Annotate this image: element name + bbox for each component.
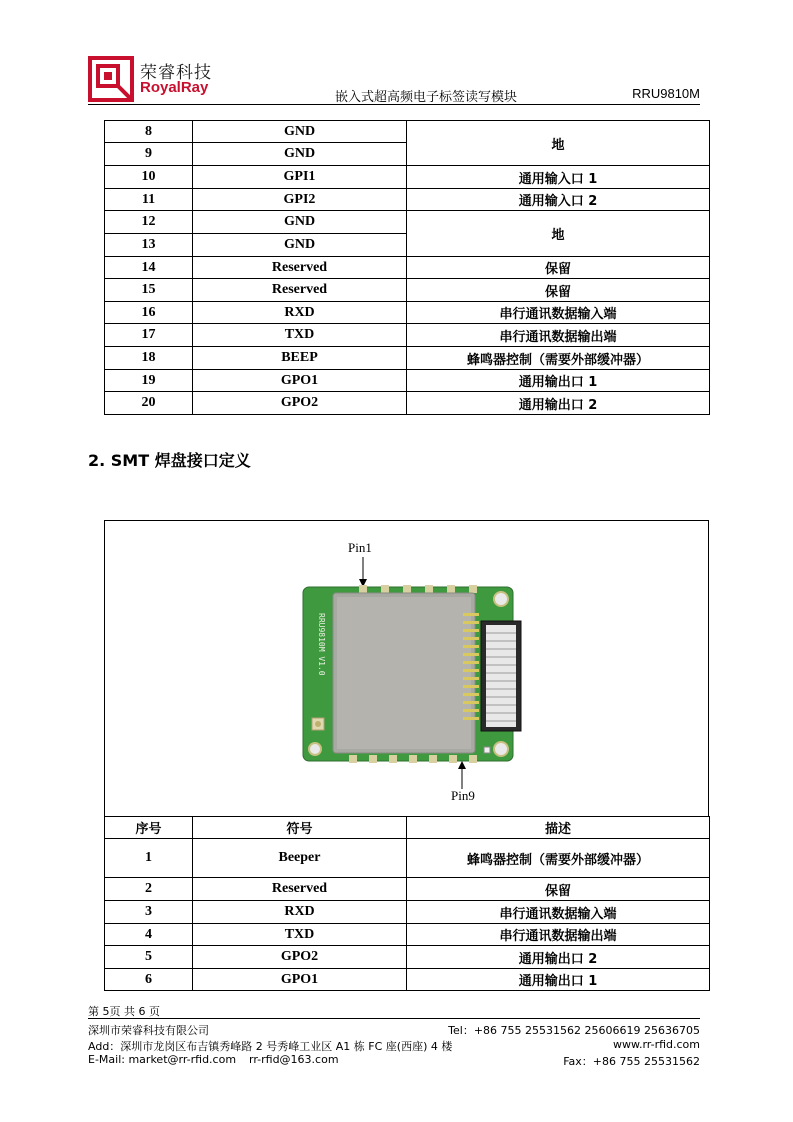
footer-email-link[interactable]: E-Mail: market@rr-rfid.com <box>88 1053 237 1066</box>
footer-address: Add：深圳市龙岗区布吉镇秀峰路 2 号秀峰工业区 A1 栋 FC 座(西座) 4 楼 <box>88 1040 453 1053</box>
pin-number: 1 <box>105 839 193 878</box>
pin-number: 9 <box>105 143 193 166</box>
pin-number: 13 <box>105 234 193 257</box>
smt-pin-table <box>104 816 710 991</box>
pin-symbol: GPI1 <box>193 166 407 189</box>
footer-website-link[interactable]: www.rr-rfid.com <box>612 1038 700 1051</box>
table-row <box>105 211 710 234</box>
pin-description: 通用输入口 2 <box>407 189 710 211</box>
pin-table-continued <box>104 120 710 415</box>
pin-number: 10 <box>105 166 193 189</box>
table-row <box>105 392 710 415</box>
pin-symbol: GND <box>193 121 407 143</box>
table-row <box>105 901 710 924</box>
table-row <box>105 279 710 302</box>
pin-number: 15 <box>105 279 193 302</box>
table-row <box>105 946 710 969</box>
footer-email2-link[interactable]: rr-rfid@163.com <box>249 1053 339 1066</box>
pin-number: 6 <box>105 969 193 991</box>
pin-description: 蜂鸣器控制（需要外部缓冲器） <box>407 347 710 370</box>
pin-description: 串行通讯数据输入端 <box>407 302 710 324</box>
pin-description: 通用输出口 1 <box>407 969 710 991</box>
pin-description: 通用输出口 2 <box>407 946 710 969</box>
pin-number: 18 <box>105 347 193 370</box>
table-row <box>105 370 710 392</box>
pin-symbol: GPO1 <box>193 370 407 392</box>
pin-symbol: TXD <box>193 924 407 946</box>
pin-symbol: BEEP <box>193 347 407 370</box>
pin-number: 8 <box>105 121 193 143</box>
table-row <box>105 302 710 324</box>
column-header-symbol: 符号 <box>193 817 407 839</box>
pcb-silkscreen: RRU9810M V1.0 <box>317 613 326 676</box>
table-row <box>105 324 710 347</box>
pin-description: 地 <box>407 121 710 166</box>
table-row <box>105 878 710 901</box>
header-rule <box>88 104 700 105</box>
pin-symbol: GPO2 <box>193 392 407 415</box>
pin-symbol: GPO2 <box>193 946 407 969</box>
table-header-row <box>105 817 710 839</box>
pin-description: 保留 <box>407 257 710 279</box>
table-row <box>105 839 710 878</box>
footer-tel: Tel：+86 755 25531562 25606619 25636705 <box>448 1024 700 1037</box>
pin-symbol: GPO1 <box>193 969 407 991</box>
pin-number: 2 <box>105 878 193 901</box>
table-row <box>105 189 710 211</box>
pin-number: 14 <box>105 257 193 279</box>
section-heading: 2. SMT 焊盘接口定义 <box>88 451 251 470</box>
pin-symbol: GND <box>193 143 407 166</box>
pin-symbol: RXD <box>193 302 407 324</box>
pin-symbol: RXD <box>193 901 407 924</box>
table-row <box>105 166 710 189</box>
pin-symbol: Reserved <box>193 279 407 302</box>
footer-rule <box>88 1018 700 1019</box>
pin-number: 12 <box>105 211 193 234</box>
pin1-label: Pin1 <box>348 540 372 555</box>
module-figure <box>104 520 709 817</box>
table-row <box>105 969 710 991</box>
pin-description: 通用输入口 1 <box>407 166 710 189</box>
logo-chinese-name: 荣睿科技 <box>140 63 212 83</box>
table-row <box>105 121 710 143</box>
pin-number: 4 <box>105 924 193 946</box>
pin-description: 串行通讯数据输入端 <box>407 901 710 924</box>
table-row <box>105 257 710 279</box>
pin-number: 3 <box>105 901 193 924</box>
pin-symbol: GND <box>193 234 407 257</box>
column-header-number: 序号 <box>105 817 193 839</box>
footer-fax: Fax：+86 755 25531562 <box>563 1055 700 1068</box>
page-number: 第 5页 共 6 页 <box>88 1005 160 1018</box>
pin-number: 16 <box>105 302 193 324</box>
pin-description: 通用输出口 1 <box>407 370 710 392</box>
pin-symbol: Reserved <box>193 878 407 901</box>
pin-symbol: GPI2 <box>193 189 407 211</box>
pin-number: 5 <box>105 946 193 969</box>
pin-symbol: TXD <box>193 324 407 347</box>
table-row <box>105 347 710 370</box>
module-photo-illustration <box>105 521 708 817</box>
pin9-label: Pin9 <box>451 788 475 803</box>
document-title: 嵌入式超高频电子标签读写模块 <box>335 90 518 105</box>
pin-symbol: Beeper <box>193 839 407 878</box>
pin-number: 20 <box>105 392 193 415</box>
pin-symbol: Reserved <box>193 257 407 279</box>
pin-description: 保留 <box>407 878 710 901</box>
footer-company: 深圳市荣睿科技有限公司 <box>88 1024 209 1037</box>
pin-number: 19 <box>105 370 193 392</box>
table-row <box>105 924 710 946</box>
pin-symbol: GND <box>193 211 407 234</box>
pin-number: 11 <box>105 189 193 211</box>
model-number: RRU9810M <box>632 86 700 101</box>
pin-description: 保留 <box>407 279 710 302</box>
column-header-description: 描述 <box>407 817 710 839</box>
company-logo-icon <box>88 56 134 102</box>
pin-description: 串行通讯数据输出端 <box>407 324 710 347</box>
logo-english-name: RoyalRay <box>140 79 209 96</box>
pin-description: 地 <box>407 211 710 257</box>
pin-number: 17 <box>105 324 193 347</box>
pin-description: 串行通讯数据输出端 <box>407 924 710 946</box>
pin-description: 通用输出口 2 <box>407 392 710 415</box>
pin-description: 蜂鸣器控制（需要外部缓冲器） <box>407 839 710 878</box>
